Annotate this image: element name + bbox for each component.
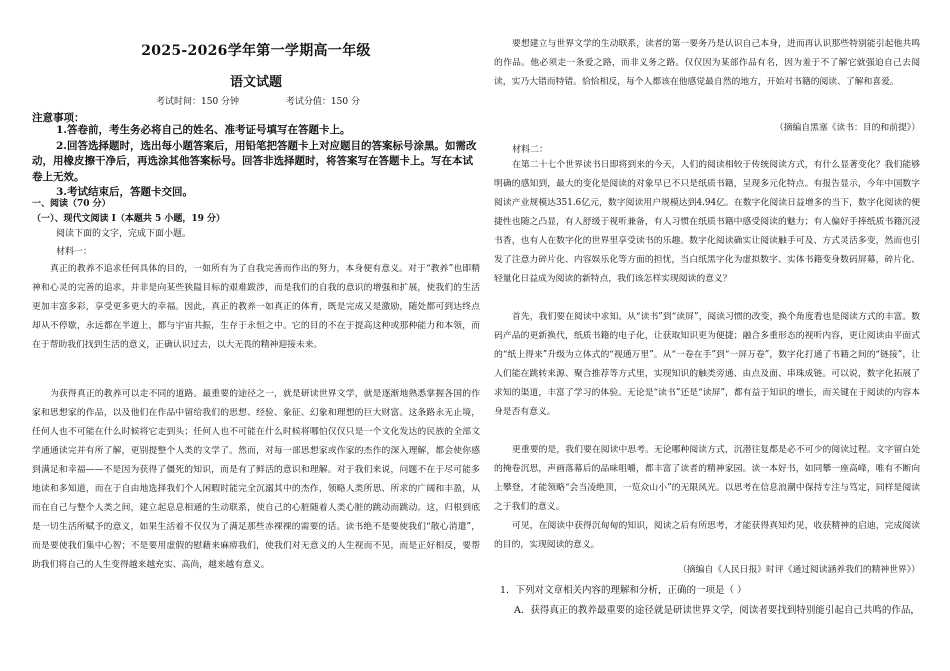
part-heading: 一、阅读（70 分） [32,199,111,209]
question-1-stem: 1．下列对文章相关内容的理解和分析，正确的一项是（ ） [500,585,747,596]
note-item: 2.回答选择题时，选出每小题答案后，用铅笔把答题卡上对应题目的答案标号涂黑。如需改动，用橡皮擦干净后，再选涂其他答案标号。回答非选择题时，将答案写在答题卡上。写在本试卷上无效。 [32,139,477,183]
material-1-paragraph: 要想建立与世界文学的生动联系，读者的第一要务乃是认识自己本身，进而再认识那些特别能引起他共鸣的作品。他必须走一条爱之路，而非义务之路。仅仅因为某部作品有名，因为羞于不了解它就强迫自己去阅读，实乃大错而特错。恰恰相反，每个人都该在他感觉最自然的地方，开始对书籍的阅读、了解和喜爱。 [494,39,920,87]
exam-title: 2025-2026学年第一学期高一年级 [141,43,371,59]
material-1-paragraph: 为获得真正的教养可以走不同的道路。最重要的途径之一，就是研读世界文学，就是逐渐地熟悉掌握各国的作家和思想家的作品，以及他们在作品中留给我们的思想、经验、象征、幻象和理想的巨大财富。这条路永无止境，任何人也不可能在什么时候将它走到头；任何人也不可能在什么时候将哪怕仅仅只是一个文化发达的民族的全部文学通通读完并有所了解，更别提整个人类的文学了。然而，对每一部思想家或作家的杰作的深入理解，都会使你感到满足和幸福——不是因为获得了僵死的知识，而是有了鲜活的意识和理解。对于我们来说，问题不在于尽可能多地读和多知道，而在于自由地选择我们个人闲暇时能完全沉溺其中的杰作，领略人类所思、所求的广阔和丰盈，从而在自己与整个人类之间，建立起息息相通的生动联系，使自己的心脏随着人类心脏的跳动而跳动。这，归根到底是一切生活所赋予的意义，如果生活着不仅仅为了满足那些赤裸裸的需要的话。读书绝不是要使我们“散心消遣”，而是要使我们集中心智；不是要用虚假的慰藉来麻痹我们，使我们对无意义的人生视而不见，而是正好相反，要帮助我们将自己的人生变得越来越充实、高尚，越来越有意义。 [32,389,480,570]
notes-list [32,123,480,201]
instruction: 阅读下面的文字，完成下面小题。 [56,229,192,239]
question-1-option-a: A．获得真正的教养最重要的途径就是研读世界文学，阅读者要找到特别能引起自己共鸣的作品， [514,605,920,616]
material-2-paragraph: 可见，在阅读中获得沉甸甸的知识，阅读之后有所思考，才能获得真知灼见，收获精神的启迪，完成阅读的目的，实现阅读的意义。 [494,521,920,550]
material-2-source: （摘编自《人民日报》时评《通过阅读涵养我们的精神世界》） [678,565,920,575]
note-item: 1.答卷前，考生务必将自己的姓名、准考证号填写在答题卡上。 [56,124,351,136]
sub-heading: （一）、现代文阅读 I（本题共 5 小题，19 分） [32,214,226,224]
material-2-paragraph: 在第二十七个世界读书日即将到来的今天，人们的阅读相较于传统阅读方式，有什么显著变化？我们能够明确的感知到，最大的变化是阅读的对象早已不只是纸质书籍，呈现多元化特点。有报告显示，今年中国数字阅读产业规模达351.6亿元，数字阅读用户规模达到4.94亿。在数字化阅读日益增多的当下，数字化阅读的便捷性也随之凸显，有人舒缓于视听兼备，有人习惯在纸质书籍中感受阅读的魅力；有人偏好手捧纸质书籍沉浸书香，也有人在数字化的世界里享受读书的乐趣。数字化阅读确实让阅读触手可及、方式灵活多变，然而也引发了注意力碎片化、内容娱乐化等方面的担忧，当白纸黑字化为虚拟数字、实体书籍变身数码屏幕，碎片化、轻量化日益成为阅读的新特点，我们该怎样实现阅读的意义？ [494,160,920,284]
exam-time: 考试时间：150 分钟 [156,97,240,107]
exam-subtitle: 语文试题 [229,75,282,90]
material-1-source: （摘编自黑塞《读书：目的和前提》） [774,123,920,133]
material-2-paragraph: 首先，我们要在阅读中求知。从“读书”到“读屏”，阅读习惯的改变，换个角度看也是阅读方式的丰富。数码产品的更新换代，纸质书籍的电子化，让获取知识更为便捷；融合多重形态的视听内容，更让阅读由平面式的“纸上得来”升级为立体式的“视通万里”。从“一卷在手”到“一屏万卷”，数字化打通了书籍之间的“链接”，让人们能在跳转来源、聚合推荐等方式里，实现知识的触类旁通、由点及面、串珠成链。可以说，数字化拓展了求知的渠道，丰富了学习的体验。无论是“读书”还是“读屏”，都有益于知识的增长，而关键在于阅读的内容本身是否有意义。 [494,312,920,417]
note-item: 3.考试结束后，答题卡交回。 [56,186,193,198]
material-2-label: 材料二： [512,145,549,155]
notes-heading: 注意事项： [32,112,85,124]
exam-info [156,94,404,107]
material-1-label: 材料一： [56,247,93,257]
material-2-paragraph: 更重要的是，我们要在阅读中思考。无论哪种阅读方式，沉潜往复都是必不可少的阅读过程。文字留白处的掩卷沉思，声画落幕后的品味咀嚼，都丰富了读者的精神家园。读一本好书，如同攀一座高峰，唯有不断向上攀登，才能领略“会当凌绝顶，一览众山小”的无限风光。以思考在信息浪潮中保持专注与笃定，同样是阅读之于我们的意义。 [494,445,920,512]
exam-score: 考试分值：150 分 [285,97,360,107]
material-1-paragraph: 真正的教养不追求任何具体的目的，一如所有为了自我完善而作出的努力，本身便有意义。对于“教养”也即精神和心灵的完善的追求，并非是向某些狭隘目标的艰难跋涉，而是我们的自我的意识的增强和扩展，使我们的生活更加丰富多彩，享受更多更大的幸福。因此，真正的教养一如真正的体育，既是完成又是激励，随处都可到达终点却从不停歇，永远都在半道上，都与宇宙共振，生存于永恒之中。它的目的不在于提高这种或那种能力和本领，而在于帮助我们找到生活的意义，正确认识过去，以大无畏的精神迎接未来。 [32,264,480,350]
